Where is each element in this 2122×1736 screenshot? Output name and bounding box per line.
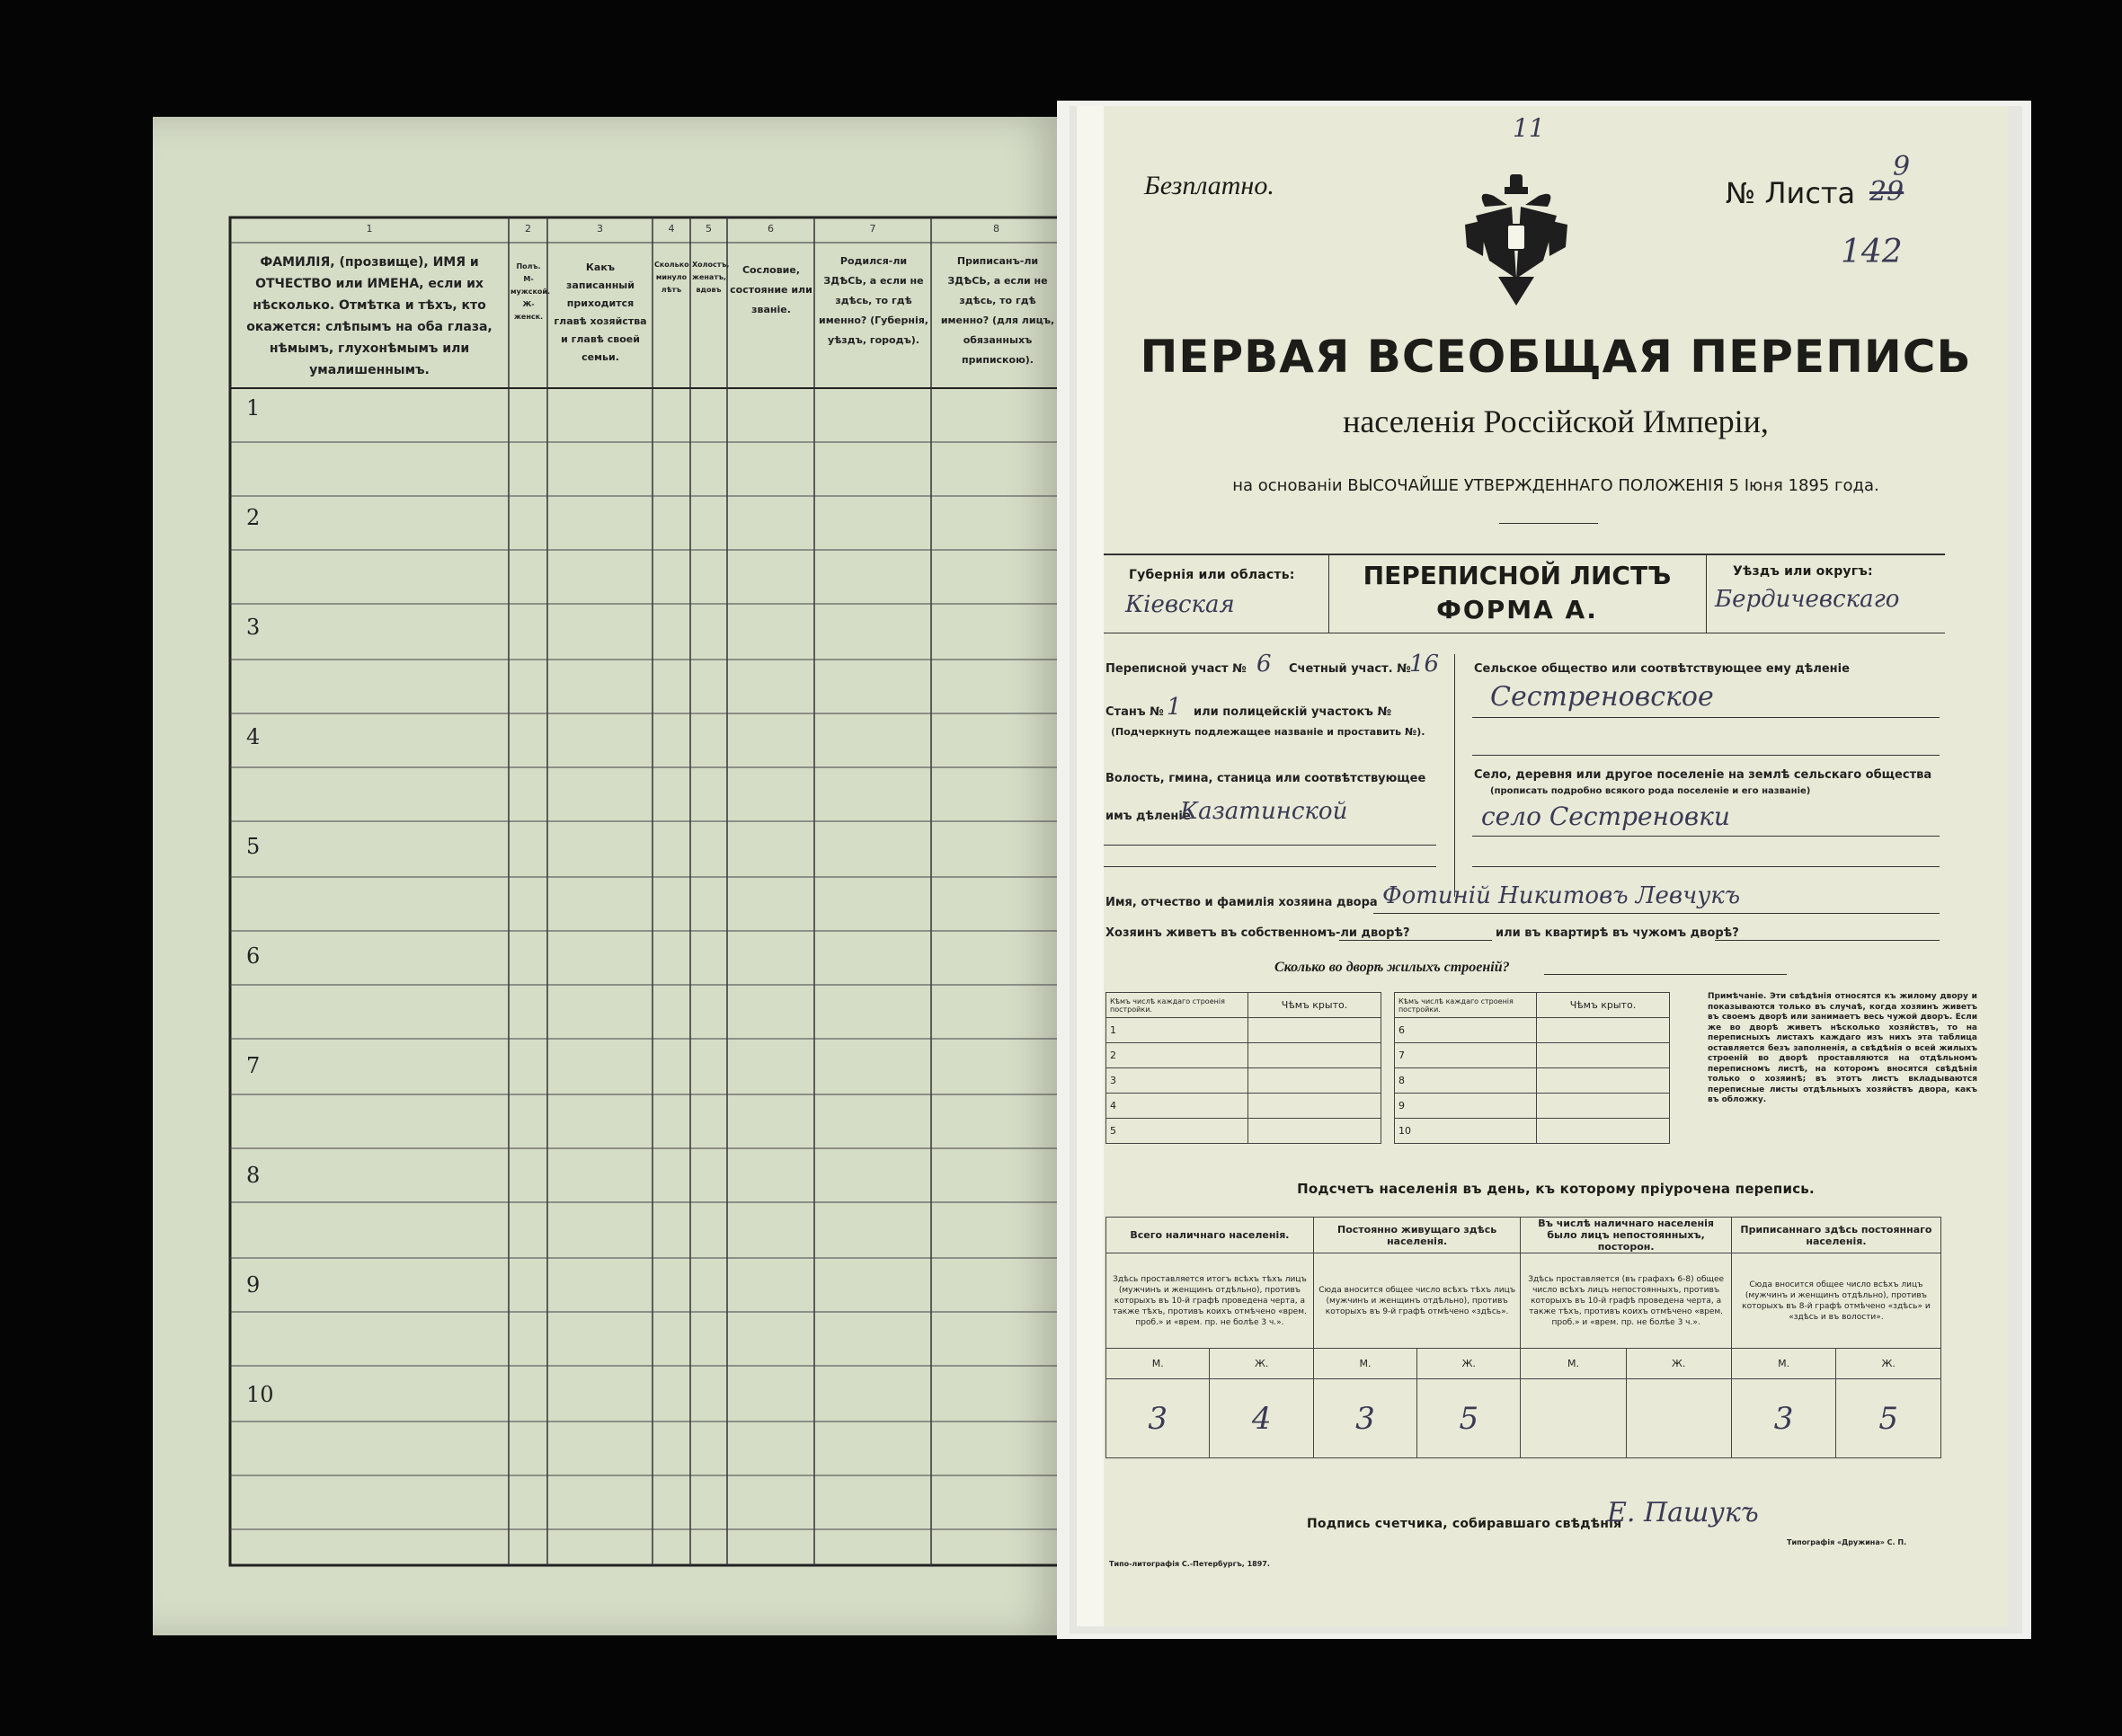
tally-value: 3 bbox=[1313, 1379, 1416, 1458]
other-yard-label: или въ квартирѣ въ чужомъ дворѣ? bbox=[1496, 926, 1739, 940]
population-tally-table bbox=[1105, 1217, 1941, 1458]
buildings-table bbox=[1105, 992, 1670, 1144]
divider bbox=[1472, 836, 1940, 837]
society-label: Сельское общество или соотвѣтствующее ему дѣленіе bbox=[1474, 662, 1850, 676]
count-district-value: 16 bbox=[1409, 651, 1440, 678]
census-district-label: Переписной участ № bbox=[1105, 662, 1247, 676]
row-number-10: 10 bbox=[246, 1382, 274, 1407]
buildings-col-b: Чѣмъ крыто. bbox=[1248, 993, 1381, 1018]
stan-value: 1 bbox=[1167, 694, 1182, 721]
sheet-label: № Листа bbox=[1726, 176, 1856, 210]
row-number-2: 2 bbox=[246, 505, 261, 530]
tally-f-label: Ж. bbox=[1626, 1349, 1731, 1379]
right-page bbox=[1104, 106, 2008, 1626]
row-number-1: 1 bbox=[246, 395, 261, 421]
tally-value: 3 bbox=[1106, 1379, 1210, 1458]
police-label: или полицейскій участокъ № bbox=[1194, 705, 1392, 719]
governorate-value: Кіевская bbox=[1125, 591, 1235, 618]
ornament-divider bbox=[1499, 523, 1598, 524]
stan-note: (Подчеркнуть подлежащее названіе и проставить №). bbox=[1111, 726, 1425, 738]
divider bbox=[1104, 845, 1436, 846]
tally-value bbox=[1626, 1379, 1731, 1458]
tally-group-title: Въ числѣ наличнаго населенія было лицъ непостоянныхъ, посторон. bbox=[1521, 1218, 1731, 1253]
tally-group-desc: Сюда вносится общее число всѣхъ тѣхъ лицъ (мужчинъ и женщинъ отдѣльно), противъ которыхъ въ 9-й графѣ отмѣчено «здѣсь». bbox=[1313, 1253, 1521, 1349]
divider bbox=[1472, 866, 1940, 867]
buildings-col-d: Чѣмъ крыто. bbox=[1536, 993, 1669, 1018]
signature: Е. Пашукъ bbox=[1607, 1497, 1759, 1528]
count-district-label: Счетный участ. № bbox=[1289, 662, 1411, 676]
col-num-1: 1 bbox=[366, 223, 373, 235]
tally-group-title: Приписаннаго здѣсь постояннаго населенія. bbox=[1731, 1218, 1940, 1253]
col-num-5: 5 bbox=[706, 223, 712, 235]
row-number-6: 6 bbox=[246, 943, 261, 969]
left-page bbox=[153, 117, 1068, 1635]
divider bbox=[1454, 654, 1455, 897]
tally-value bbox=[1521, 1379, 1626, 1458]
tally-m-label: М. bbox=[1521, 1349, 1626, 1379]
sheet-number-new: 9 bbox=[1893, 151, 1911, 182]
divider bbox=[1339, 940, 1492, 941]
volost-label-2: имъ дѣленіе bbox=[1105, 810, 1191, 823]
divider bbox=[1715, 940, 1940, 941]
divider bbox=[1104, 866, 1436, 867]
left-table-grid bbox=[230, 217, 1061, 1565]
tally-group-desc: Сюда вносится общее число всѣхъ лицъ (мужчинъ и женщинъ отдѣльно), противъ которыхъ въ 8-й графѣ отмѣчено «здѣсь» и «здѣсь и въ волости». bbox=[1731, 1253, 1940, 1349]
divider bbox=[1472, 717, 1940, 718]
page-subtitle: населенія Россійской Имперіи, bbox=[1343, 403, 1769, 439]
divider bbox=[1373, 913, 1940, 914]
owner-label: Имя, отчество и фамилія хозяина двора bbox=[1105, 896, 1378, 909]
form-letter: ФОРМА А. bbox=[1436, 595, 1598, 624]
sheet-number-crossed: 29 bbox=[1869, 176, 1904, 208]
buildings-row-label: 2 bbox=[1106, 1043, 1248, 1068]
own-yard-label: Хозяинъ живетъ въ собственномъ-ли дворѣ? bbox=[1105, 926, 1410, 940]
society-value: Сестреновское bbox=[1490, 681, 1714, 713]
row-number-3: 3 bbox=[246, 615, 261, 640]
tally-value: 5 bbox=[1836, 1379, 1941, 1458]
buildings-col-a: Кѣмъ числѣ каждаго строенія постройки. bbox=[1106, 993, 1248, 1018]
village-label: Село, деревня или другое поселеніе на землѣ сельскаго общества bbox=[1474, 768, 1932, 782]
divider bbox=[1104, 554, 1945, 555]
col-num-6: 6 bbox=[768, 223, 774, 235]
buildings-row-label: 7 bbox=[1394, 1043, 1536, 1068]
col-header-name: ФАМИЛІЯ, (прозвище), ИМЯ и ОТЧЕСТВО или ИМЕНА, если их нѣсколько. Отмѣтка и тѣхъ, кто окажется: слѣпымъ на оба глаза, нѣмымъ, глухонѣмымъ или умалишеннымъ. bbox=[246, 255, 493, 377]
stan-label: Станъ № bbox=[1105, 705, 1164, 719]
tally-m-label: М. bbox=[1106, 1349, 1210, 1379]
col-num-3: 3 bbox=[597, 223, 603, 235]
buildings-col-c: Кѣмъ числѣ каждаго строенія постройки. bbox=[1394, 993, 1536, 1018]
row-number-7: 7 bbox=[246, 1053, 261, 1078]
signature-label: Подпись счетчика, собиравшаго свѣдѣнія bbox=[1307, 1517, 1622, 1531]
page-title: ПЕРВАЯ ВСЕОБЩАЯ ПЕРЕПИСЬ bbox=[1140, 331, 1972, 383]
form-title: ПЕРЕПИСНОЙ ЛИСТЪ bbox=[1363, 561, 1672, 590]
row-number-8: 8 bbox=[246, 1163, 261, 1188]
buildings-row-label: 6 bbox=[1394, 1018, 1536, 1043]
free-label: Безплатно. bbox=[1144, 171, 1274, 200]
col-num-7: 7 bbox=[869, 223, 876, 235]
district-value: Бердичевскаго bbox=[1715, 586, 1900, 613]
col-num-2: 2 bbox=[525, 223, 531, 235]
tally-group-title: Постоянно живущаго здѣсь населенія. bbox=[1313, 1218, 1521, 1253]
printer-right: Типографія «Дружина» С. П. bbox=[1787, 1538, 1907, 1546]
divider bbox=[1472, 755, 1940, 756]
buildings-note: Примѣчаніе. Эти свѣдѣнія относятся къ жилому двору и показываются только въ случаѣ, когда хозяинъ живетъ въ своемъ дворѣ или занимаетъ весь чужой дворъ. Если же во дворѣ живетъ нѣсколько хозяйствъ, то на переписныхъ листахъ каждаго изъ нихъ эта таблица оставляется безъ заполненія, а свѣдѣнія о всей жилыхъ строеній во дворѣ проставляются на отдѣльномъ переписномъ листѣ, на которомъ вносятся свѣдѣнія только о хозяинѣ; въ этотъ листъ вкладываются переписные листы отдѣльныхъ хозяйствъ двора, какъ въ обложку. bbox=[1708, 992, 1977, 1104]
top-mark: 11 bbox=[1513, 113, 1545, 143]
tally-f-label: Ж. bbox=[1836, 1349, 1941, 1379]
col-num-4: 4 bbox=[668, 223, 675, 235]
volost-value: Казатинской bbox=[1180, 798, 1348, 825]
district-label: Уѣздъ или округъ: bbox=[1733, 564, 1873, 579]
owner-value: Фотиній Никитовъ Левчукъ bbox=[1382, 882, 1741, 909]
tally-m-label: М. bbox=[1313, 1349, 1416, 1379]
tally-value: 4 bbox=[1210, 1379, 1313, 1458]
governorate-label: Губернія или область: bbox=[1129, 568, 1295, 582]
tally-group-desc: Здѣсь проставляется итогъ всѣхъ тѣхъ лицъ (мужчинъ и женщинъ отдѣльно), противъ которыхъ въ 10-й графѣ проведена черта, а также тѣхъ, противъ коихъ отмѣчено «врем. проб.» и «врем. пр. не болѣе 3 ч.». bbox=[1106, 1253, 1314, 1349]
col-header-registered: Приписанъ-ли ЗДѢСЬ, а если не здѣсь, то гдѣ именно? (для лицъ, обязанныхъ припискою). bbox=[940, 255, 1055, 366]
village-note: (прописать подробно всякого рода поселеніе и его названіе) bbox=[1490, 786, 1811, 796]
buildings-row-label: 10 bbox=[1394, 1119, 1536, 1144]
printer-left: Типо-литографія С.-Петербургъ, 1897. bbox=[1109, 1560, 1270, 1568]
buildings-row-label: 3 bbox=[1106, 1068, 1248, 1094]
buildings-row-label: 8 bbox=[1394, 1068, 1536, 1094]
row-number-5: 5 bbox=[246, 834, 261, 859]
tally-m-label: М. bbox=[1731, 1349, 1836, 1379]
tally-heading: Подсчетъ населенія въ день, къ которому пріурочена перепись. bbox=[1297, 1181, 1815, 1197]
col-header-birthplace: Родился-ли ЗДѢСЬ, а если не здѣсь, то гдѣ именно? (Губернія, уѣздъ, городъ). bbox=[819, 255, 928, 346]
col-header-relation: Какъ записанный приходится главѣ хозяйства и главѣ своей семьи. bbox=[554, 261, 647, 363]
col-header-sex: Полъ. М-мужской. Ж-женск. bbox=[511, 262, 551, 321]
buildings-row-label: 4 bbox=[1106, 1094, 1248, 1119]
buildings-label: Сколько во дворѣ жилыхъ строеній? bbox=[1274, 960, 1510, 975]
col-header-age: Сколько минуло лѣтъ bbox=[654, 261, 689, 294]
basis-line: на основаніи ВЫСОЧАЙШЕ УТВЕРЖДЕННАГО ПОЛОЖЕНІЯ 5 Іюня 1895 года. bbox=[1232, 476, 1879, 495]
tally-f-label: Ж. bbox=[1210, 1349, 1313, 1379]
tally-f-label: Ж. bbox=[1417, 1349, 1521, 1379]
tally-value: 3 bbox=[1731, 1379, 1836, 1458]
village-value: село Сестреновки bbox=[1481, 802, 1730, 831]
col-header-marital: Холостъ, женатъ, вдовъ bbox=[692, 261, 730, 294]
buildings-row-label: 5 bbox=[1106, 1119, 1248, 1144]
buildings-row-label: 1 bbox=[1106, 1018, 1248, 1043]
tally-value: 5 bbox=[1417, 1379, 1521, 1458]
row-number-4: 4 bbox=[246, 724, 261, 749]
tally-group-title: Всего наличнаго населенія. bbox=[1106, 1218, 1314, 1253]
col-header-estate: Сословие, состояние или званіе. bbox=[730, 264, 812, 315]
col-num-8: 8 bbox=[993, 223, 999, 235]
buildings-row-label: 9 bbox=[1394, 1094, 1536, 1119]
divider bbox=[1706, 554, 1707, 633]
sheet-number-extra: 142 bbox=[1841, 234, 1903, 270]
tally-group-desc: Здѣсь проставляется (въ графахъ 6-8) общее число всѣхъ лицъ непостоянныхъ, противъ которыхъ въ 10-й графѣ проведена черта, а также тѣхъ, противъ коихъ отмѣчено «врем. проб.» и «врем. пр. не болѣе 3 ч.». bbox=[1521, 1253, 1731, 1349]
row-number-9: 9 bbox=[246, 1272, 261, 1298]
volost-label: Волость, гмина, станица или соотвѣтствующее bbox=[1105, 772, 1426, 785]
census-district-value: 6 bbox=[1256, 651, 1272, 678]
double-headed-eagle-emblem bbox=[1458, 171, 1575, 306]
divider bbox=[1544, 974, 1787, 975]
